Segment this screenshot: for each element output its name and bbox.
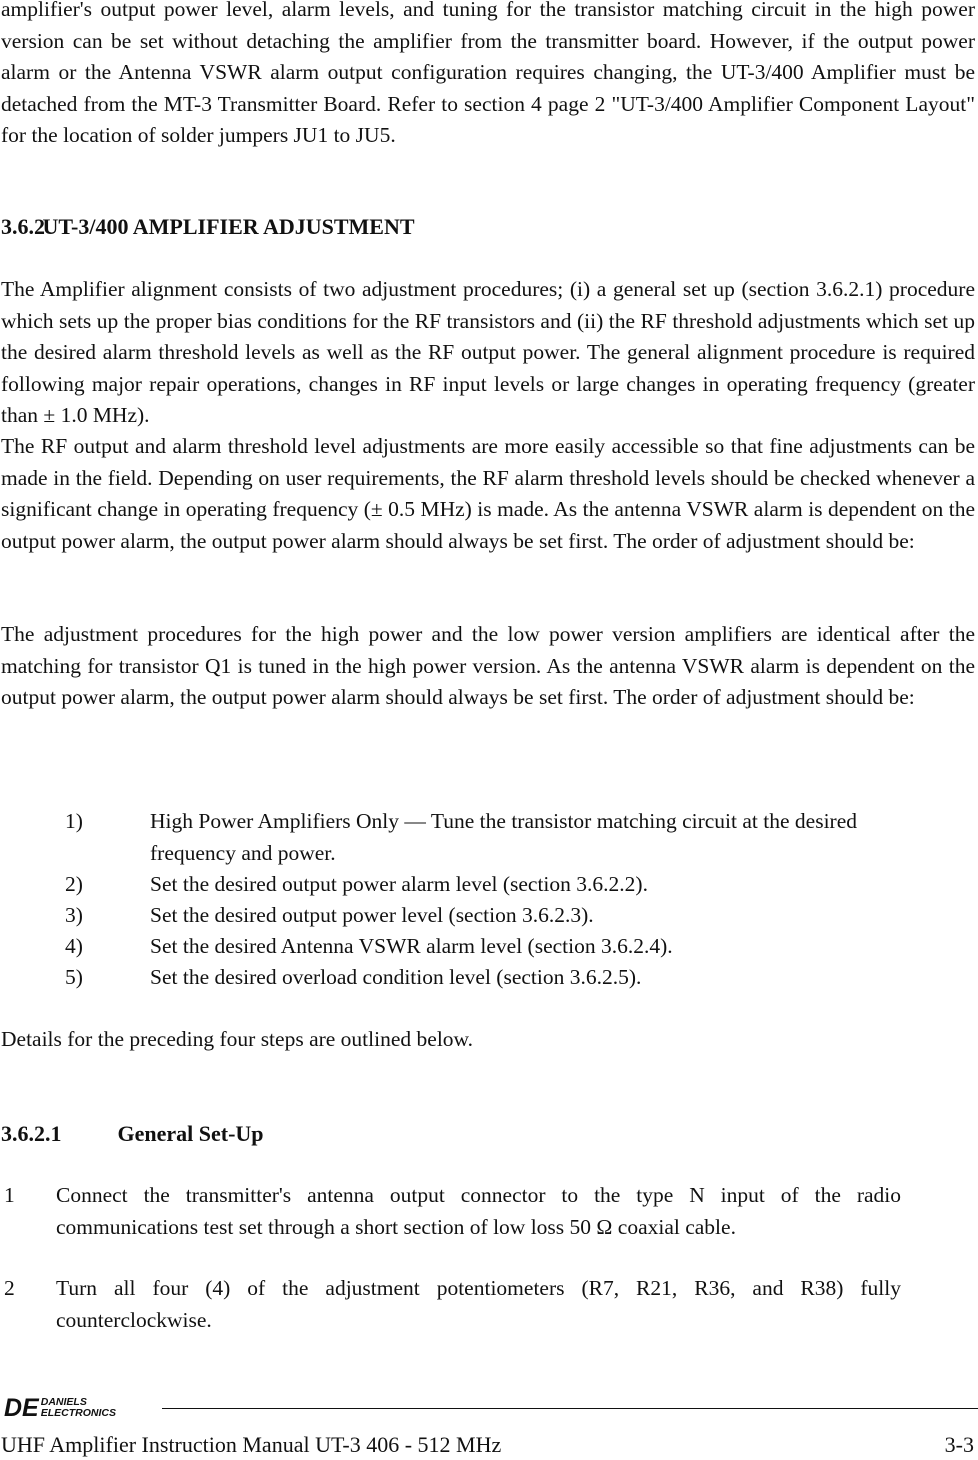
step-text: Set the desired output power level (section 3.6.2.3). <box>150 903 594 927</box>
paragraph-alignment-overview: The Amplifier alignment consists of two adjustment procedures; (i) a general set up (section 3.6.2.1) procedure which sets up the proper bias conditions for the RF transistors and (ii) the RF threshold adjustments which set up the desired alarm threshold levels as well as the RF output power. The general alignment procedure is required following major repair operations, changes in RF input levels or large changes in operating frequency (greater than ± 1.0 MHz). <box>1 277 975 427</box>
paragraph-procedure-order: The adjustment procedures for the high power and the low power version amplifiers are identical after the matching for transistor Q1 is tuned in the high power version. As the antenna VSWR alarm is dependent on the output power alarm, the output power alarm should always be set first. The order of adjustment should be: <box>1 622 975 709</box>
logo-line-1: DANIELS <box>40 1396 87 1408</box>
logo-mark: DE <box>4 1394 39 1422</box>
step-text: High Power Amplifiers Only — Tune the transistor matching circuit at the desired frequency and power. <box>150 809 858 865</box>
section-number: 3.6.2 <box>1 214 45 239</box>
step-text: Set the desired output power alarm level (section 3.6.2.2). <box>150 872 648 896</box>
list-item <box>0 962 978 993</box>
details-paragraph: Details for the preceding four steps are outlined below. <box>1 1027 474 1051</box>
item-number: 2 <box>4 1276 15 1300</box>
daniels-electronics-logo <box>4 1391 116 1421</box>
footer-divider <box>162 1408 978 1409</box>
footer-page-number: 3-3 <box>944 1432 974 1457</box>
logo-wordmark <box>41 1397 116 1419</box>
list-item <box>0 900 978 931</box>
step-number: 3) <box>65 903 83 927</box>
list-item <box>0 806 978 869</box>
step-text: Set the desired Antenna VSWR alarm level (section 3.6.2.4). <box>150 934 673 958</box>
section-heading <box>1 211 975 243</box>
list-item <box>0 931 978 962</box>
item-text: Connect the transmitter's antenna output connector to the type N input of the radio communications test set through a short section of low loss 50 Ω coaxial cable. <box>56 1183 901 1239</box>
paragraph-field-adjustments: The RF output and alarm threshold level adjustments are more easily accessible so that fine adjustments can be made in the field. Depending on user requirements, the RF alarm threshold levels should be checked whenever a significant change in operating frequency (± 0.5 MHz) is made. As the antenna VSWR alarm is dependent on the output power alarm, the output power alarm should always be set first. The order of adjustment should be: <box>1 434 975 553</box>
subsection-title: General Set-Up <box>117 1121 264 1146</box>
subsection-number: 3.6.2.1 <box>1 1121 62 1146</box>
item-number: 1 <box>4 1183 15 1207</box>
footer-manual-title: UHF Amplifier Instruction Manual UT-3 406 - 512 MHz <box>1 1432 502 1457</box>
step-number: 2) <box>65 872 83 896</box>
adjustment-steps-list <box>0 806 978 993</box>
intro-paragraph: amplifier's output power level, alarm levels, and tuning for the transistor matching circuit in the high power version can be set without detaching the amplifier from the transmitter board. However, if the output power alarm or the Antenna VSWR alarm output configuration requires changing, the UT-3/400 Amplifier must be detached from the MT-3 Transmitter Board. Refer to section 4 page 2 "UT-3/400 Amplifier Component Layout" for the location of solder jumpers JU1 to JU5. <box>1 0 975 147</box>
item-text: Turn all four (4) of the adjustment potentiometers (R7, R21, R36, and R38) fully counterclockwise. <box>56 1276 901 1332</box>
section-title: UT-3/400 AMPLIFIER ADJUSTMENT <box>42 214 415 239</box>
subsection-heading <box>1 1118 264 1150</box>
step-number: 1) <box>65 809 83 833</box>
logo-line-2: ELECTRONICS <box>40 1407 116 1419</box>
step-number: 5) <box>65 965 83 989</box>
step-text: Set the desired overload condition level (section 3.6.2.5). <box>150 965 642 989</box>
list-item <box>0 869 978 900</box>
step-number: 4) <box>65 934 83 958</box>
